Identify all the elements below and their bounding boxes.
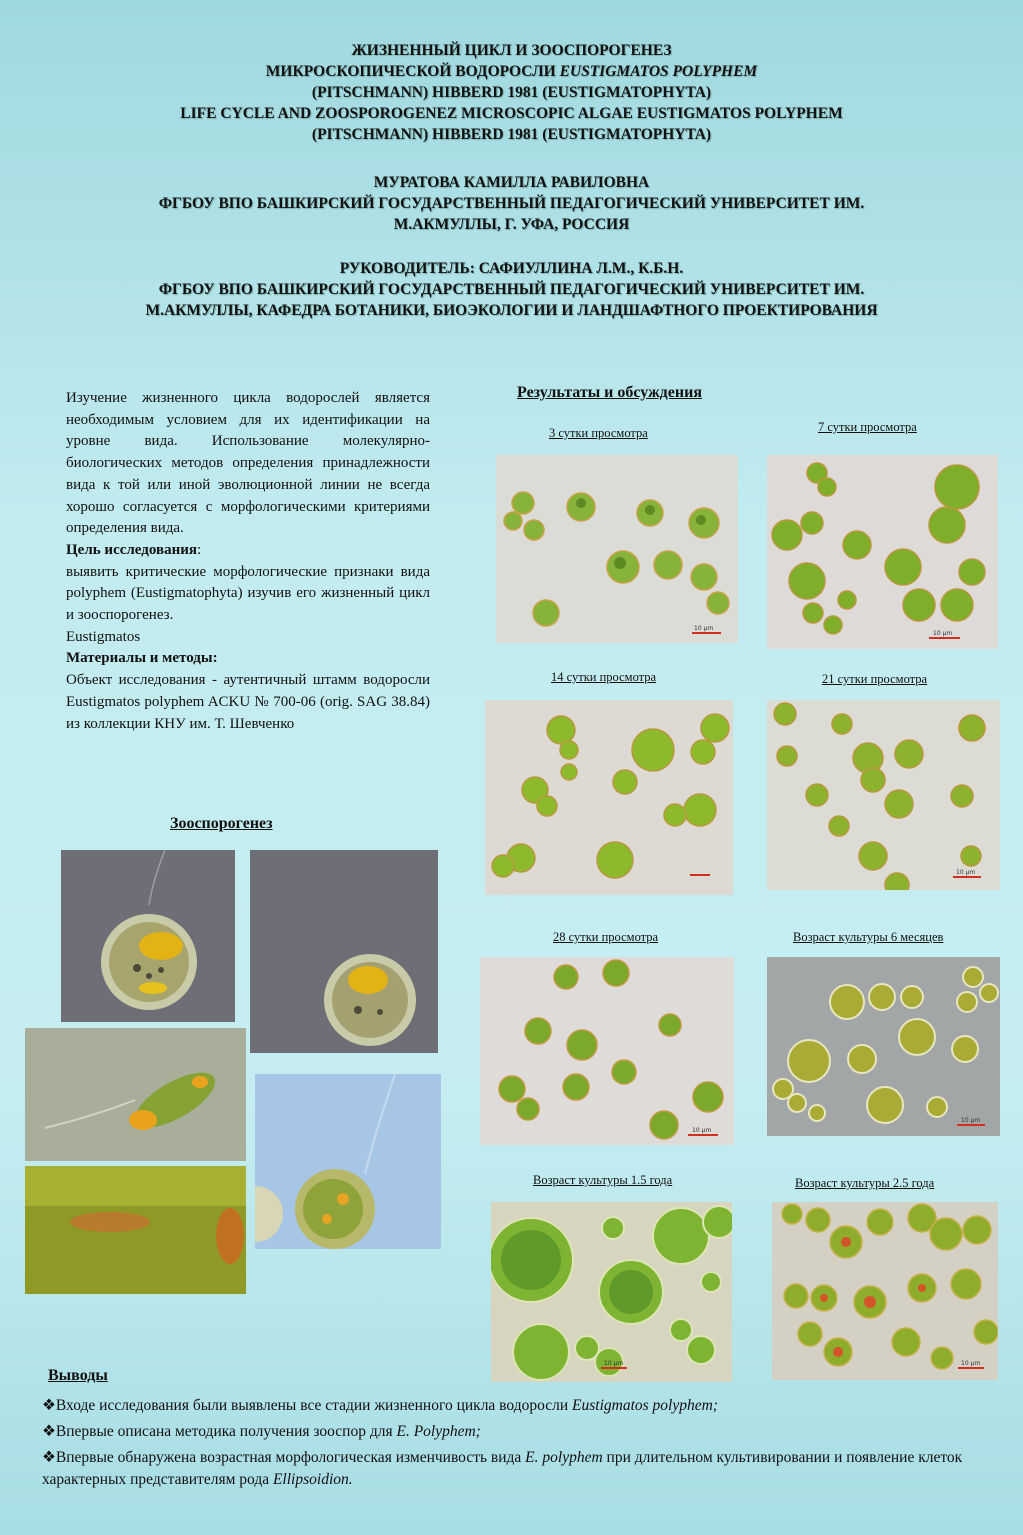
conclusion-item-1: ❖Входе исследования были выявлены все стадии жизненного цикла водоросли Eustigmatos polyphem;	[42, 1397, 718, 1414]
intro-paragraph: Изучение жизненного цикла водорослей является необходимым условием для их идентификации на уровне вида. Использование молекулярно-биологических методов определения принадлежности вида к той или иной эволюционной линии не всегда хорошо согласуется с морфологическими критериями определения вида.	[66, 390, 430, 537]
goal-tail: Eustigmatos	[66, 628, 141, 645]
zoosporogenesis-heading: Зооспорогенез	[170, 815, 273, 832]
zoospore-photo-2	[250, 850, 438, 1053]
methods-heading: Материалы и методы:	[66, 650, 218, 667]
zoospore-photo-1	[61, 850, 235, 1022]
caption-day-7: 7 сутки просмотра	[818, 420, 917, 434]
micrograph-year-2-5	[772, 1202, 998, 1380]
goal-text: выявить критические морфологические признаки вида polyphem (Eustigmatophyta) изучив его жизненный цикл и зооспорогенез.	[66, 563, 430, 624]
bullet-icon: ❖	[42, 1397, 56, 1414]
caption-day-21: 21 сутки просмотра	[822, 672, 928, 686]
supervisor-affiliation-2: М.АКМУЛЛЫ, КАФЕДРА БОТАНИКИ, БИОЭКОЛОГИИ И ЛАНДШАФТНОГО ПРОЕКТИРОВАНИЯ	[145, 302, 878, 319]
caption-day-28: 28 сутки просмотра	[553, 930, 659, 944]
zoospore-photo-4	[255, 1074, 441, 1249]
scale-bar-year-1-5: 10 μm	[604, 1360, 624, 1367]
supervisor-name: РУКОВОДИТЕЛЬ: САФИУЛЛИНА Л.М., К.Б.Н.	[339, 260, 684, 277]
conclusions-heading: Выводы	[48, 1367, 108, 1384]
intro-text	[66, 388, 430, 735]
conclusions-list	[42, 1395, 992, 1495]
micrograph-month-6	[767, 957, 1000, 1136]
scale-bar-day-28: 10 μm	[692, 1127, 712, 1134]
caption-year-2-5: Возраст культуры 2.5 года	[795, 1176, 935, 1190]
goal-heading-line: Цель исследования:	[66, 541, 202, 558]
micrograph-day-7	[767, 455, 998, 649]
title-line-5: (PITSCHMANN) HIBBERD 1981 (EUSTIGMATOPHYTA)	[311, 126, 712, 143]
micrograph-year-1-5	[491, 1202, 732, 1382]
poster-title	[0, 40, 1023, 145]
caption-day-3: 3 сутки просмотра	[549, 426, 648, 440]
caption-month-6: Возраст культуры 6 месяцев	[793, 930, 944, 944]
goal-heading: Цель исследования	[66, 541, 197, 558]
zoospore-photo-3	[25, 1028, 246, 1161]
scale-bar-month-6: 10 μm	[961, 1117, 981, 1124]
title-line-4: LIFE CYCLE AND ZOOSPOROGENEZ MICROSCOPIC ALGAE EUSTIGMATOS POLYPHEM	[180, 105, 843, 122]
zoospore-photo-5	[25, 1166, 246, 1294]
caption-day-14: 14 сутки просмотра	[551, 670, 657, 684]
author-affiliation-2: М.АКМУЛЛЫ, Г. УФА, РОССИЯ	[393, 216, 630, 233]
micrograph-day-28	[480, 957, 734, 1145]
supervisor-block	[0, 258, 1023, 321]
title-line-2: МИКРОСКОПИЧЕСКОЙ ВОДОРОСЛИ EUSTIGMATOS POLYPHEM	[265, 63, 758, 80]
title-line-3: (PITSCHMANN) HIBBERD 1981 (EUSTIGMATOPHYTA)	[311, 84, 712, 101]
author-name: МУРАТОВА КАМИЛЛА РАВИЛОВНА	[373, 174, 650, 191]
author-affiliation-1: ФГБОУ ВПО БАШКИРСКИЙ ГОСУДАРСТВЕННЫЙ ПЕДАГОГИЧЕСКИЙ УНИВЕРСИТЕТ ИМ.	[158, 195, 865, 212]
bullet-icon: ❖	[42, 1449, 56, 1466]
title-line-1: ЖИЗНЕННЫЙ ЦИКЛ И ЗООСПОРОГЕНЕЗ	[351, 42, 672, 59]
scale-bar-day-7: 10 μm	[933, 630, 953, 637]
micrograph-day-14	[485, 700, 733, 895]
supervisor-affiliation-1: ФГБОУ ВПО БАШКИРСКИЙ ГОСУДАРСТВЕННЫЙ ПЕДАГОГИЧЕСКИЙ УНИВЕРСИТЕТ ИМ.	[158, 281, 865, 298]
methods-text: Объект исследования - аутентичный штамм водоросли Eustigmatos polyphem ACKU № 700-06 (orig. SAG 38.84) из коллекции КНУ им. Т. Шевченко	[66, 672, 430, 732]
author-block	[0, 172, 1023, 235]
micrograph-day-3	[496, 455, 738, 643]
scale-bar-day-3: 10 μm	[694, 625, 714, 632]
caption-year-1-5: Возраст культуры 1.5 года	[533, 1173, 673, 1187]
conclusion-item-2: ❖Впервые описана методика получения зооспор для E. Polyphem;	[42, 1423, 481, 1440]
scale-bar-day-21: 10 μm	[956, 869, 976, 876]
results-heading: Результаты и обсуждения	[517, 384, 702, 401]
conclusion-item-3: ❖Впервые обнаружена возрастная морфологическая изменчивость вида E. polyphem при длительном культивировании и появление клеток характерных представителям рода Ellipsoidion.	[42, 1449, 963, 1488]
micrograph-day-21	[767, 700, 1000, 890]
scale-bar-year-2-5: 10 μm	[961, 1360, 981, 1367]
bullet-icon: ❖	[42, 1423, 56, 1440]
